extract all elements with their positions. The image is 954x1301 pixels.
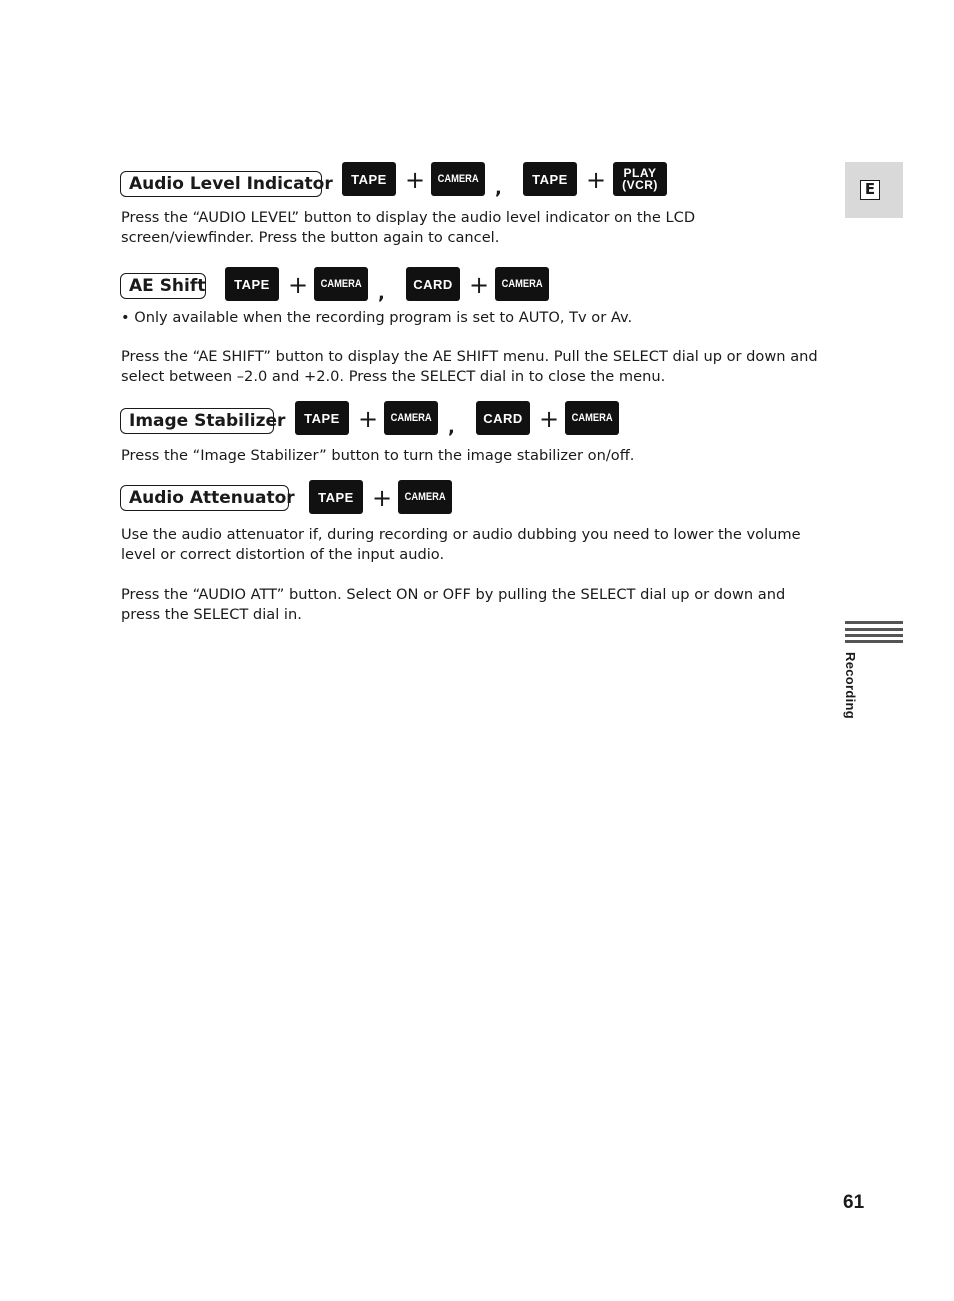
- plus-sign: +: [372, 484, 393, 512]
- image-stabilizer-description: Press the “Image Stabilizer” button to turn the image stabilizer on/off.: [121, 447, 635, 464]
- ae-shift-note: • Only available when the recording program is set to AUTO, Tv or Av.: [121, 309, 633, 326]
- ae-shift-heading: AE Shift: [120, 273, 206, 299]
- plus-sign: +: [586, 166, 607, 194]
- tape-key-icon: TAPE: [342, 162, 396, 196]
- tape-key-icon: TAPE: [309, 480, 363, 514]
- language-tab-letter: E: [860, 180, 880, 200]
- audio-level-description: Press the “AUDIO LEVEL” button to display the audio level indicator on the LCD screen/viewfinder. Press the button again to cancel.: [121, 209, 696, 246]
- plus-sign: +: [405, 166, 426, 194]
- play-vcr-key-icon: PLAY (VCR): [613, 162, 667, 196]
- camera-key-icon: CAMERA: [565, 401, 619, 435]
- ae-shift-description: Press the “AE SHIFT” button to display the AE SHIFT menu. Pull the SELECT dial up or down and select between –2.0 and +2.0. Press the SELECT dial in to close the menu.: [121, 348, 818, 385]
- audio-attenuator-instructions: Press the “AUDIO ATT” button. Select ON or OFF by pulling the SELECT dial up or down and press the SELECT dial in.: [121, 586, 786, 623]
- card-key-icon: CARD: [476, 401, 530, 435]
- camera-key-icon: CAMERA: [314, 267, 368, 301]
- section-rule: [845, 621, 903, 624]
- page-number: 61: [843, 1192, 865, 1213]
- audio-attenuator-description: Use the audio attenuator if, during recording or audio dubbing you need to lower the volume level or correct distortion of the input audio.: [121, 526, 801, 563]
- plus-sign: +: [288, 271, 309, 299]
- audio-level-heading: Audio Level Indicator: [120, 171, 322, 197]
- image-stabilizer-heading: Image Stabilizer: [120, 408, 274, 434]
- plus-sign: +: [358, 405, 379, 433]
- section-rule: [845, 628, 903, 631]
- camera-key-icon: CAMERA: [495, 267, 549, 301]
- comma: ,: [378, 283, 385, 304]
- section-label: Recording: [843, 652, 858, 719]
- language-tab: [845, 162, 903, 218]
- audio-attenuator-heading: Audio Attenuator: [120, 485, 289, 511]
- tape-key-icon: TAPE: [225, 267, 279, 301]
- comma: ,: [495, 178, 502, 199]
- card-key-icon: CARD: [406, 267, 460, 301]
- comma: ,: [448, 417, 455, 438]
- camera-key-icon: CAMERA: [398, 480, 452, 514]
- section-rule: [845, 634, 903, 637]
- tape-key-icon: TAPE: [295, 401, 349, 435]
- plus-sign: +: [539, 405, 560, 433]
- plus-sign: +: [469, 271, 490, 299]
- camera-key-icon: CAMERA: [384, 401, 438, 435]
- tape-key-icon: TAPE: [523, 162, 577, 196]
- section-rule: [845, 640, 903, 643]
- camera-key-icon: CAMERA: [431, 162, 485, 196]
